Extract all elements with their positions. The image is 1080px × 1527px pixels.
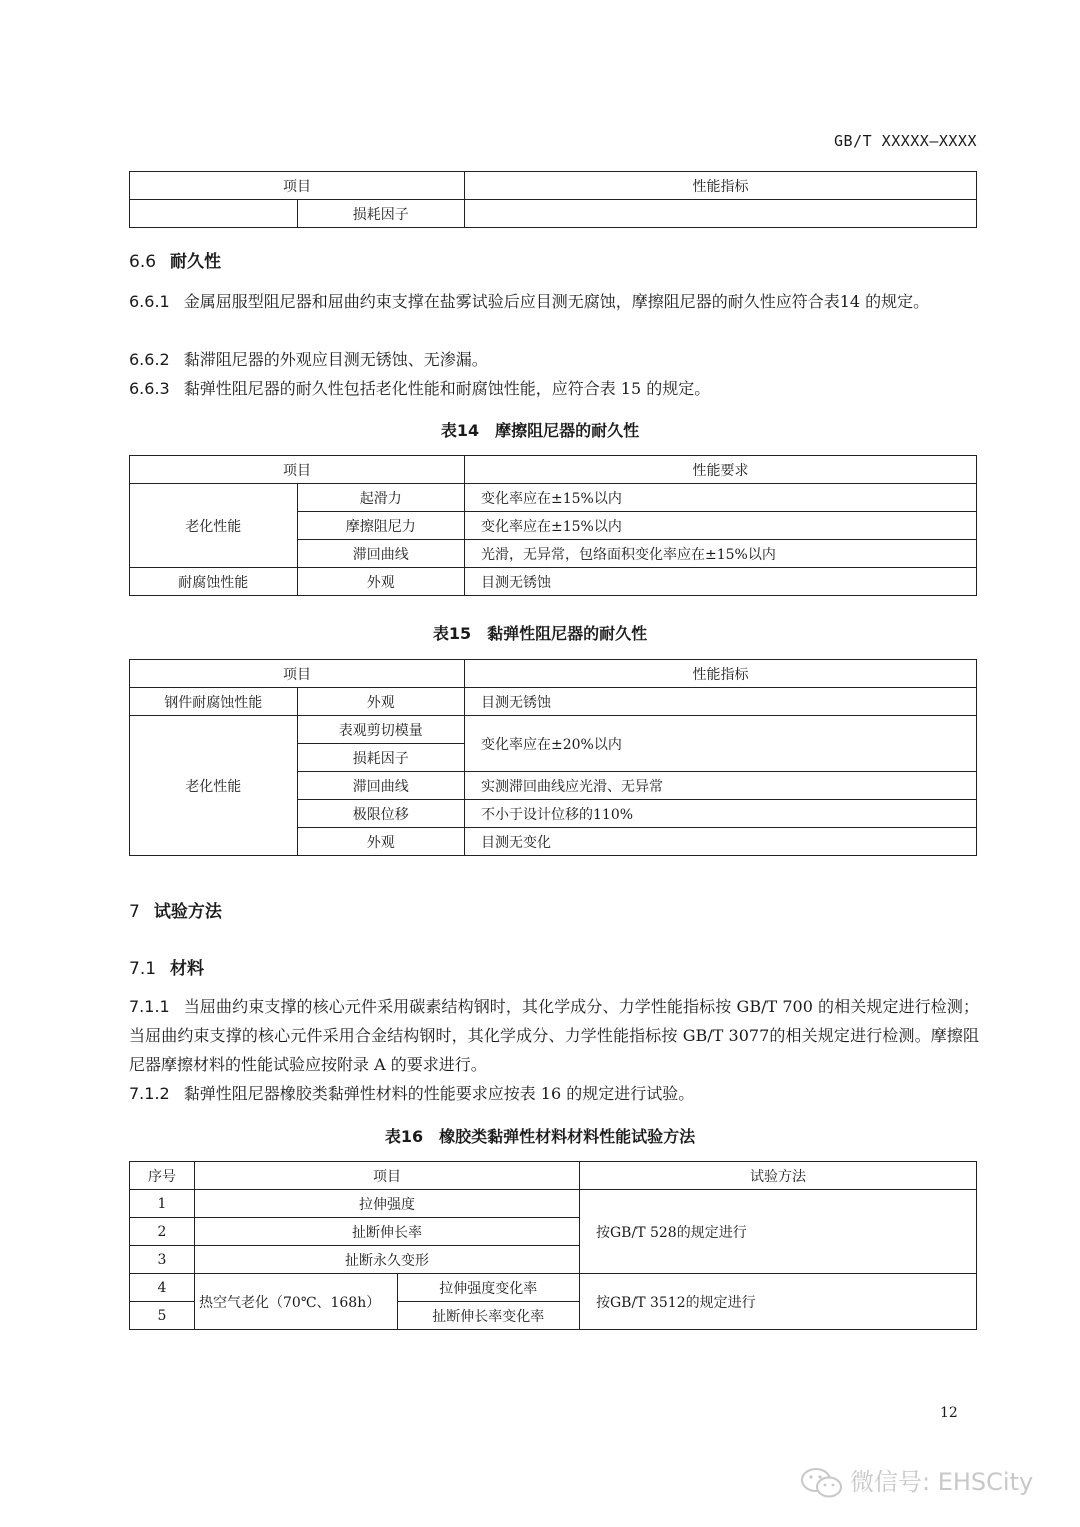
group-steel-corrosion: 钢件耐腐蚀性能 [130,688,298,716]
cell-perf: 变化率应在±20%以内 [465,716,977,772]
cell-limit-displacement: 极限位移 [297,800,465,828]
col-header-method: 试验方法 [580,1162,977,1190]
cell-req: 变化率应在±15%以内 [465,512,977,540]
cell-no: 3 [130,1246,195,1274]
section-heading-7-1: 7.1 材料 [129,959,205,979]
cell-hysteresis: 滞回曲线 [297,540,465,568]
paragraph-6-6-1: 6.6.1 金属屈服型阻尼器和屈曲约束支撑在盐雾试验后应目测无腐蚀，摩擦阻尼器的耐久性应符合表14 的规定。 [129,292,930,311]
group-aging: 老化性能 [130,716,298,856]
col-header-performance: 性能指标 [465,172,977,200]
empty-cell [465,200,977,228]
cell-no: 2 [130,1218,195,1246]
col-header-no: 序号 [130,1162,195,1190]
group-corrosion: 耐腐蚀性能 [130,568,298,596]
section-heading-6-6: 6.6 耐久性 [129,252,222,272]
cell-perf: 目测无变化 [465,828,977,856]
col-header-performance: 性能指标 [465,660,977,688]
cell-req: 变化率应在±15%以内 [465,484,977,512]
col-header-item: 项目 [130,660,465,688]
col-header-item: 项目 [130,172,465,200]
table-15-caption: 表15 黏弹性阻尼器的耐久性 [432,624,648,643]
col-header-requirement: 性能要求 [465,456,977,484]
cell-shear-modulus: 表观剪切模量 [297,716,465,744]
cell-no: 4 [130,1274,195,1302]
empty-cell [130,200,298,228]
table-14-caption: 表14 摩擦阻尼器的耐久性 [440,421,640,440]
cell-item: 扯断永久变形 [195,1246,580,1274]
table-16-caption: 表16 橡胶类黏弹性材料材料性能试验方法 [384,1127,696,1146]
cell-no: 5 [130,1302,195,1330]
cell-req: 光滑，无异常，包络面积变化率应在±15%以内 [465,540,977,568]
page-number: 12 [940,1405,958,1421]
standard-number: GB/T XXXXX—XXXX [834,132,977,150]
cell-no: 1 [130,1190,195,1218]
cell-item: 拉伸强度变化率 [397,1274,579,1302]
cell-item: 拉伸强度 [195,1190,580,1218]
cell-item: 扯断伸长率变化率 [397,1302,579,1330]
paragraph-7-1-2: 7.1.2 黏弹性阻尼器橡胶类黏弹性材料的性能要求应按表 16 的规定进行试验。 [129,1084,695,1103]
cell-appearance: 外观 [297,828,465,856]
cell-perf: 实测滞回曲线应光滑、无异常 [465,772,977,800]
paragraph-6-6-2: 6.6.2 黏滞阻尼器的外观应目测无锈蚀、无渗漏。 [129,350,488,369]
cell-perf: 目测无锈蚀 [465,688,977,716]
cell-sliding-force: 起滑力 [297,484,465,512]
table-continuation [129,171,977,228]
group-hot-air-aging: 热空气老化（70℃、168h） [195,1274,398,1330]
cell-loss-factor: 损耗因子 [297,200,465,228]
cell-loss-factor: 损耗因子 [297,744,465,772]
cell-req: 目测无锈蚀 [465,568,977,596]
col-header-item: 项目 [130,456,465,484]
wechat-icon [800,1466,844,1500]
watermark: 微信号: EHSCity [800,1462,1033,1500]
cell-perf: 不小于设计位移的110% [465,800,977,828]
paragraph-6-6-3: 6.6.3 黏弹性阻尼器的耐久性包括老化性能和耐腐蚀性能，应符合表 15 的规定。 [129,379,711,398]
section-heading-7: 7 试验方法 [129,902,222,922]
cell-friction-force: 摩擦阻尼力 [297,512,465,540]
table-16 [129,1161,977,1330]
table-15 [129,659,977,856]
cell-method: 按GB/T 3512的规定进行 [580,1274,977,1330]
cell-appearance: 外观 [297,688,465,716]
cell-appearance: 外观 [297,568,465,596]
group-aging: 老化性能 [130,484,298,568]
table-14 [129,455,977,596]
cell-item: 扯断伸长率 [195,1218,580,1246]
cell-hysteresis: 滞回曲线 [297,772,465,800]
cell-method: 按GB/T 528的规定进行 [580,1190,977,1274]
col-header-item: 项目 [195,1162,580,1190]
paragraph-7-1-1: 7.1.1 当屈曲约束支撑的核心元件采用碳素结构钢时，其化学成分、力学性能指标按 GB/T 700 的相关规定进行检测；当屈曲约束支撑的核心元件采用合金结构钢时，其化学成分、力学性能指标按 GB/T 3077的相关规定进行检测。摩擦阻尼器摩擦材料的性能试验应按附录 A 的要求进行。 [129,997,979,1074]
